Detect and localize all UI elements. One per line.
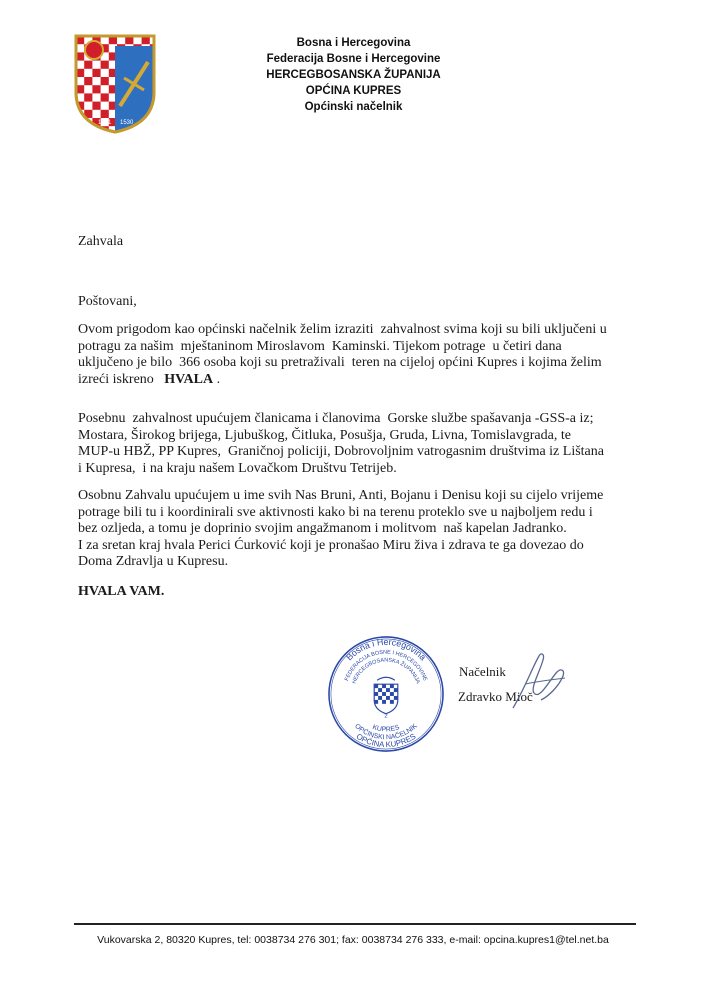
paragraph-line: I za sretan kraj hvala Perici Ćurković koji je pronašao Miru živa i zdrava te ga dovezao do <box>78 537 584 553</box>
header-county: HERCEGBOSANSKA ŽUPANIJA <box>266 69 441 81</box>
paragraph-line: uključeno je bilo 366 osoba koji su pretraživali teren na cijeloj općini Kupres i kojima želim <box>78 355 602 370</box>
stamp-ring-outer: Bosna i Hercegovina <box>344 636 429 663</box>
thanks-emphasis: HVALA <box>164 371 214 387</box>
signatory-title: Načelnik <box>459 664 506 679</box>
paragraph-line: bez ozljeda, a tomu je doprinio svojim angažmanom i molitvom naš kapelan Jadranko. <box>78 521 567 536</box>
greeting: Poštovani, <box>78 294 137 309</box>
stamp-ring-middle: FEDERACIJA BOSNE I HERCEGOVINE <box>344 649 428 682</box>
header-office: Općinski načelnik <box>304 101 403 113</box>
paragraph-1 <box>78 322 638 388</box>
stamp-lower-outer: OPĆINA KUPRES <box>354 731 418 750</box>
stamp-lower-middle: OPĆINSKI NAČELNIK <box>353 722 419 742</box>
header-country: Bosna i Hercegovina <box>296 37 411 49</box>
letter-title: Zahvala <box>78 234 124 249</box>
paragraph-line: Ovom prigodom kao općinski načelnik želim izraziti zahvalnost svima koji su bili uključeni u <box>78 322 607 337</box>
paragraph-text: . <box>213 371 221 387</box>
paragraph-2 <box>78 411 638 477</box>
stamp-number: 2 <box>384 713 388 720</box>
official-stamp <box>327 635 445 753</box>
paragraph-line: MUP-u HBŽ, PP Kupres, Graničnoj policiji, Dobrovoljnim vatrogasnim društvima iz Lištana <box>78 444 604 459</box>
footer-divider <box>74 923 636 925</box>
paragraph-line <box>78 372 638 389</box>
closing: HVALA VAM. <box>78 584 165 599</box>
paragraph-line: potragu za našim mještaninom Miroslavom Kaminski. Tijekom potrage u četiri dana <box>78 338 562 354</box>
coat-text-left: 1331 <box>98 120 112 126</box>
paragraph-line: Posebnu zahvalnost upućujem članicama i članovima Gorske službe spašavanja -GSS-a iz; <box>78 411 594 426</box>
header-federation: Federacija Bosne i Hercegovine <box>266 53 441 65</box>
coat-text-right: 1530 <box>120 120 134 126</box>
paragraph-line: potrage bili tu i koordinirali sve aktivnosti kako bi na terenu proteklo sve u najboljem redu i <box>78 504 593 520</box>
header-municipality: OPĆINA KUPRES <box>305 85 402 97</box>
stamp-lower-inner: KUPRES <box>371 724 401 734</box>
paragraph-3 <box>78 488 638 571</box>
svg-text:KUPRES <box>372 724 401 734</box>
letterhead <box>236 35 471 115</box>
paragraph-line: Doma Zdravlja u Kupresu. <box>78 554 229 569</box>
handwritten-signature <box>505 648 575 718</box>
footer-contact: Vukovarska 2, 80320 Kupres, tel: 0038734 276 301; fax: 0038734 276 333, e-mail: opcina.kupres1@tel.net.ba <box>97 934 609 946</box>
coat-of-arms-logo <box>74 34 156 134</box>
stamp-ring-inner: HERCEGBOSANSKA ŽUPANIJA <box>351 657 421 685</box>
paragraph-text: izreći iskreno <box>78 371 165 387</box>
paragraph-line: Osobnu Zahvalu upućujem u ime svih Nas Bruni, Anti, Bojanu i Denisu koji su cijelo vrijeme <box>78 488 604 503</box>
signatory-name: Zdravko Mioč <box>458 689 533 704</box>
paragraph-line: Mostara, Širokog brijega, Ljubuškog, Čitluka, Posušja, Gruda, Livna, Tomislavgrada, te <box>78 427 571 443</box>
paragraph-line: i Kupresa, i na kraju našem Lovačkom Društvu Tetrijeb. <box>78 460 397 476</box>
